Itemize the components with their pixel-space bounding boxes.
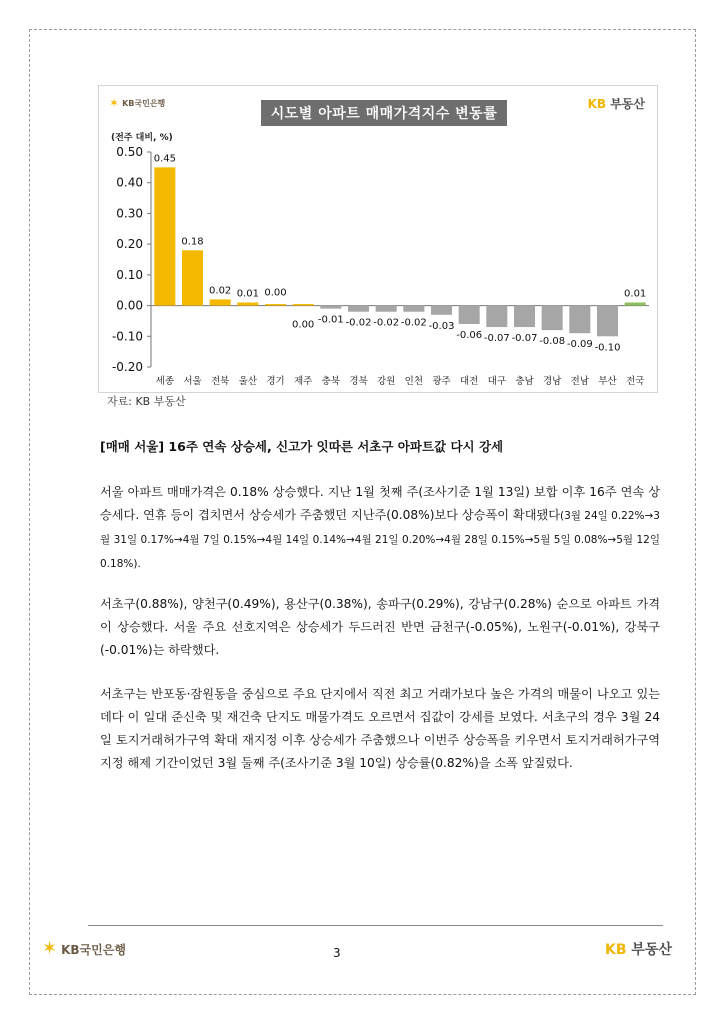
category-label: 광주 — [432, 376, 451, 387]
y-tick-label: 0.40 — [116, 175, 143, 190]
bar — [486, 306, 507, 328]
category-label: 전북 — [210, 376, 230, 387]
category-label: 대전 — [459, 376, 479, 387]
bar — [293, 304, 314, 306]
category-label: 서울 — [183, 376, 202, 387]
bar — [210, 299, 231, 305]
footer-kb-bank-logo — [42, 940, 126, 958]
value-label: -0.07 — [511, 333, 538, 345]
category-label: 제주 — [293, 376, 313, 387]
bar — [431, 306, 452, 315]
section-heading: [매매 서울] 16주 연속 상승세, 신고가 잇따른 서초구 아파트값 다시 강세 — [100, 439, 504, 454]
bar — [182, 250, 203, 305]
category-label: 인천 — [404, 376, 424, 387]
bar — [265, 304, 286, 306]
budongsan-logo-text: 부동산 — [610, 97, 645, 111]
paragraph-1-main: 서울 아파트 매매가격은 0.18% 상승했다. 지난 1월 첫째 주(조사기준 1월 13일) 보합 이후 16주 연속 상승세다. 연휴 등이 겹치면서 상승세가 주춤했던 지난주(0.08%)보다 상승폭이 확대됐다 — [100, 485, 660, 522]
bar — [403, 306, 424, 312]
y-tick-label: 0.10 — [116, 267, 143, 282]
footer-budongsan-text: 부동산 — [631, 942, 672, 958]
y-tick-label: 0.00 — [116, 298, 143, 313]
category-label: 대구 — [487, 376, 507, 387]
category-label: 충남 — [515, 376, 534, 387]
footer-kb-logo-mark: KB — [605, 942, 627, 958]
value-label: 0.02 — [209, 285, 232, 297]
chart-title: 시도별 아파트 매매가격지수 변동률 — [261, 100, 507, 126]
bar-chart — [99, 86, 659, 394]
bar — [514, 306, 535, 328]
value-label: -0.07 — [483, 333, 510, 345]
value-label: 0.00 — [264, 287, 287, 299]
footer-kb-star-icon: ✶ — [42, 938, 58, 959]
category-label: 부산 — [598, 376, 617, 387]
bar — [348, 306, 369, 312]
category-label: 울산 — [238, 376, 258, 387]
value-label: -0.09 — [566, 339, 593, 351]
category-label: 경북 — [349, 376, 368, 387]
paragraph-2: 서초구(0.88%), 양천구(0.49%), 용산구(0.38%), 송파구(0.29%), 강남구(0.28%) 순으로 아파트 가격이 상승했다. 서울 주요 선호지역은 상승세가 두드러진 반면 금천구(-0.05%), 노원구(-0.01%), 강북구(-0.01%)는 하락했다. — [100, 597, 660, 657]
footer-kb-budongsan-logo — [605, 939, 672, 959]
source-note: 자료: KB 부동산 — [107, 395, 186, 408]
footer-kb-bank-name: KB국민은행 — [61, 942, 126, 957]
value-label: -0.02 — [373, 317, 400, 329]
category-label: 전남 — [570, 376, 590, 387]
value-label: -0.10 — [594, 342, 621, 354]
y-tick-label: 0.20 — [116, 237, 143, 252]
category-label: 세종 — [155, 376, 175, 387]
bar — [542, 306, 563, 331]
value-label: -0.01 — [317, 314, 344, 326]
value-label: 0.00 — [292, 319, 315, 331]
kb-bank-name: KB국민은행 — [122, 98, 166, 108]
bar — [597, 306, 618, 337]
value-label: -0.03 — [428, 320, 455, 332]
bar — [376, 306, 397, 312]
y-tick-label: 0.50 — [116, 145, 143, 159]
category-label: 충북 — [321, 376, 341, 387]
category-label: 강원 — [376, 376, 396, 387]
value-label: 0.01 — [624, 288, 647, 300]
category-label: 경기 — [266, 376, 285, 387]
category-label: 경남 — [542, 376, 562, 387]
bar — [237, 303, 258, 306]
y-tick-label: -0.10 — [111, 329, 143, 344]
bar — [320, 306, 341, 309]
kb-logo-mark: KB — [587, 97, 607, 111]
value-label: -0.08 — [539, 336, 566, 348]
value-label: 0.01 — [236, 288, 259, 300]
paragraph-1-detail: (3월 24일 0.22%→3월 31일 0.17%→4월 7일 0.15%→4월 14일 0.14%→4월 21일 0.20%→4월 28일 0.15%→5월 5일 0.08%→5월 12일 0.18%). — [100, 510, 660, 570]
bar — [154, 167, 175, 305]
value-label: -0.02 — [400, 317, 427, 329]
bar — [459, 306, 480, 324]
kb-star-icon: ✶ — [109, 96, 120, 110]
bar — [625, 303, 646, 306]
paragraph-3: 서초구는 반포동·잠원동을 중심으로 주요 단지에서 직전 최고 거래가보다 높은 가격의 매물이 나오고 있는데다 이 일대 준신축 및 재건축 단지도 매물가격도 오르면서 집값이 강세를 보였다. 서초구의 경우 3월 24일 토지거래허가구역 확대 재지정 이후 상승세가 주춤했으나 이번주 상승폭을 키우면서 토지거래허가구역 지정 해제 기간이었던 3월 둘째 주(조사기준 3월 10일) 상승률(0.82%)을 소폭 앞질렀다. — [100, 687, 660, 770]
y-tick-label: -0.20 — [111, 360, 143, 374]
value-label: -0.02 — [345, 317, 372, 329]
y-tick-label: 0.30 — [116, 206, 143, 221]
page-number: 3 — [333, 946, 341, 960]
bar — [569, 306, 590, 334]
paragraph-1 — [100, 481, 660, 576]
value-label: -0.06 — [456, 330, 483, 341]
chart-card — [98, 85, 658, 393]
footer-divider — [88, 925, 663, 926]
value-label: 0.18 — [181, 236, 204, 248]
value-label: 0.45 — [153, 153, 176, 165]
chart-unit-label: (전주 대비, %) — [111, 133, 173, 143]
category-label: 전국 — [625, 376, 645, 387]
